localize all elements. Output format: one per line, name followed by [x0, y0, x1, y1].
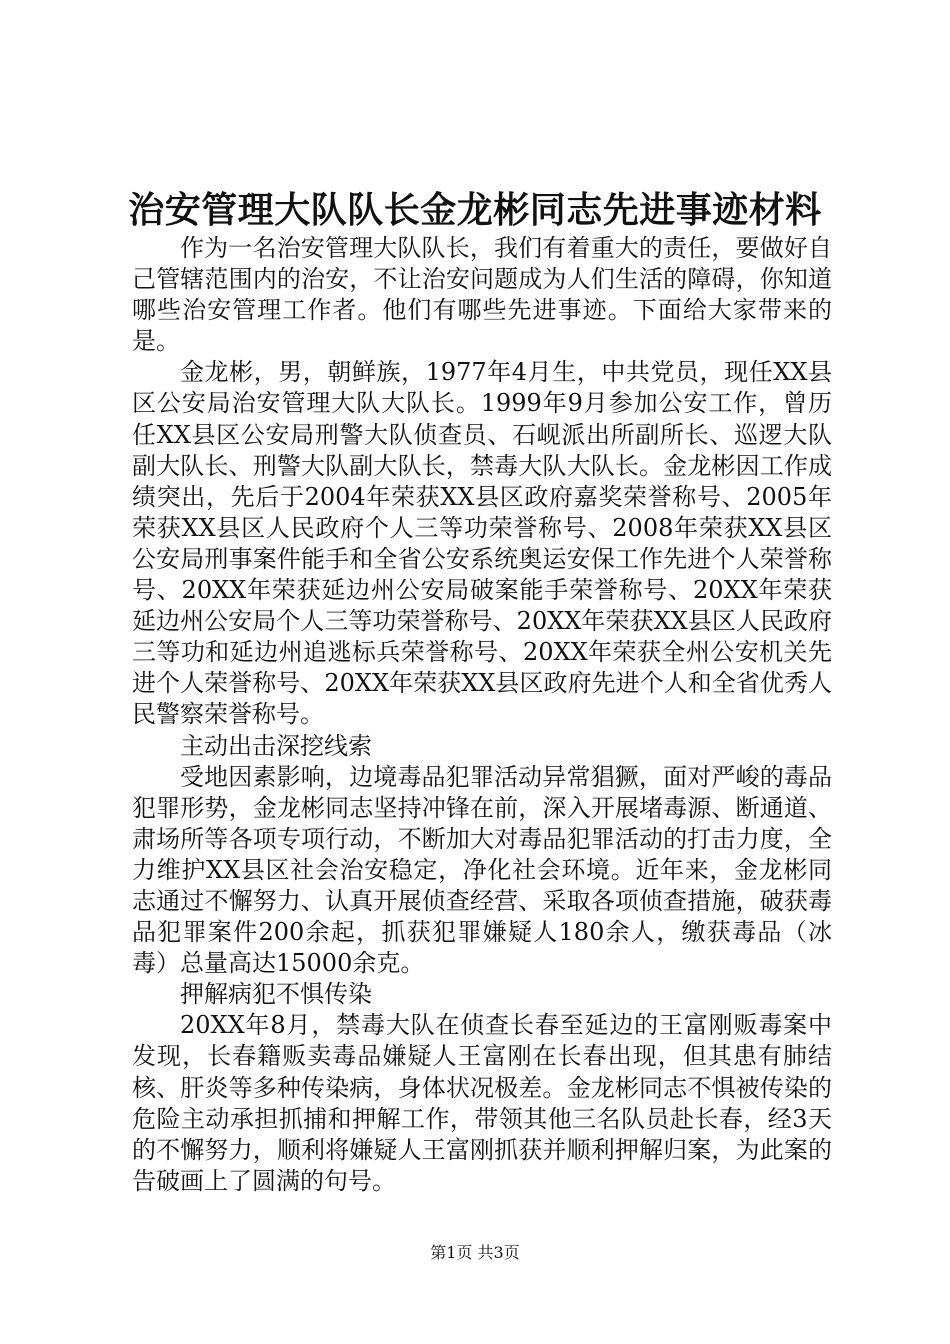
section-heading: 主动出击深挖线索: [180, 731, 372, 760]
section-paragraph: 20XX年8月，禁毒大队在侦查长春至延边的王富刚贩毒案中发现，长春籍贩卖毒品嫌疑人王富刚在长春出现，但其患有肺结核、肝炎等多种传染病，身体状况极差。金龙彬同志不惧被传染的危险主动承担抓捕和押解工作，带领其他三名队员赴长春，经3天的不懈努力，顺利将嫌疑人王富刚抓获并顺利押解归案，为此案的告破画上了圆满的句号。: [132, 1011, 832, 1195]
profile-paragraph: 金龙彬，男，朝鲜族，1977年4月生，中共党员，现任XX县区公安局治安管理大队大队长。1999年9月参加公安工作，曾历任XX县区公安局刑警大队侦查员、石岘派出所副所长、巡逻大队副大队长、刑警大队副大队长，禁毒大队大队长。金龙彬因工作成绩突出，先后于2004年荣获XX县区政府嘉奖荣誉称号、2005年荣获XX县区人民政府个人三等功荣誉称号、2008年荣获XX县区公安局刑事案件能手和全省公安系统奥运安保工作先进个人荣誉称号、20XX年荣获延边州公安局破案能手荣誉称号、20XX年荣获延边州公安局个人三等功荣誉称号、20XX年荣获XX县区人民政府三等功和延边州追逃标兵荣誉称号、20XX年荣获全州公安机关先进个人荣誉称号、20XX年荣获XX县区政府先进个人和全省优秀人民警察荣誉称号。: [132, 358, 832, 729]
document-title: 治安管理大队队长金龙彬同志先进事迹材料: [128, 189, 822, 231]
section-heading: 押解病犯不惧传染: [180, 980, 372, 1009]
intro-paragraph: 作为一名治安管理大队队长，我们有着重大的责任，要做好自己管辖范围内的治安，不让治安问题成为人们生活的障碍，你知道哪些治安管理工作者。他们有哪些先进事迹。下面给大家带来的是。: [132, 234, 832, 356]
section-paragraph: 受地因素影响，边境毒品犯罪活动异常猖獗，面对严峻的毒品犯罪形势，金龙彬同志坚持冲锋在前，深入开展堵毒源、断通道、肃场所等各项专项行动，不断加大对毒品犯罪活动的打击力度，全力维护XX县区社会治安稳定，净化社会环境。近年来，金龙彬同志通过不懈努力、认真开展侦查经营、采取各项侦查措施，破获毒品犯罪案件200余起，抓获犯罪嫌疑人180余人，缴获毒品（冰毒）总量高达15000余克。: [132, 762, 832, 978]
document-body: [132, 233, 832, 1197]
page-number-footer: 第1页 共3页: [430, 1243, 520, 1262]
